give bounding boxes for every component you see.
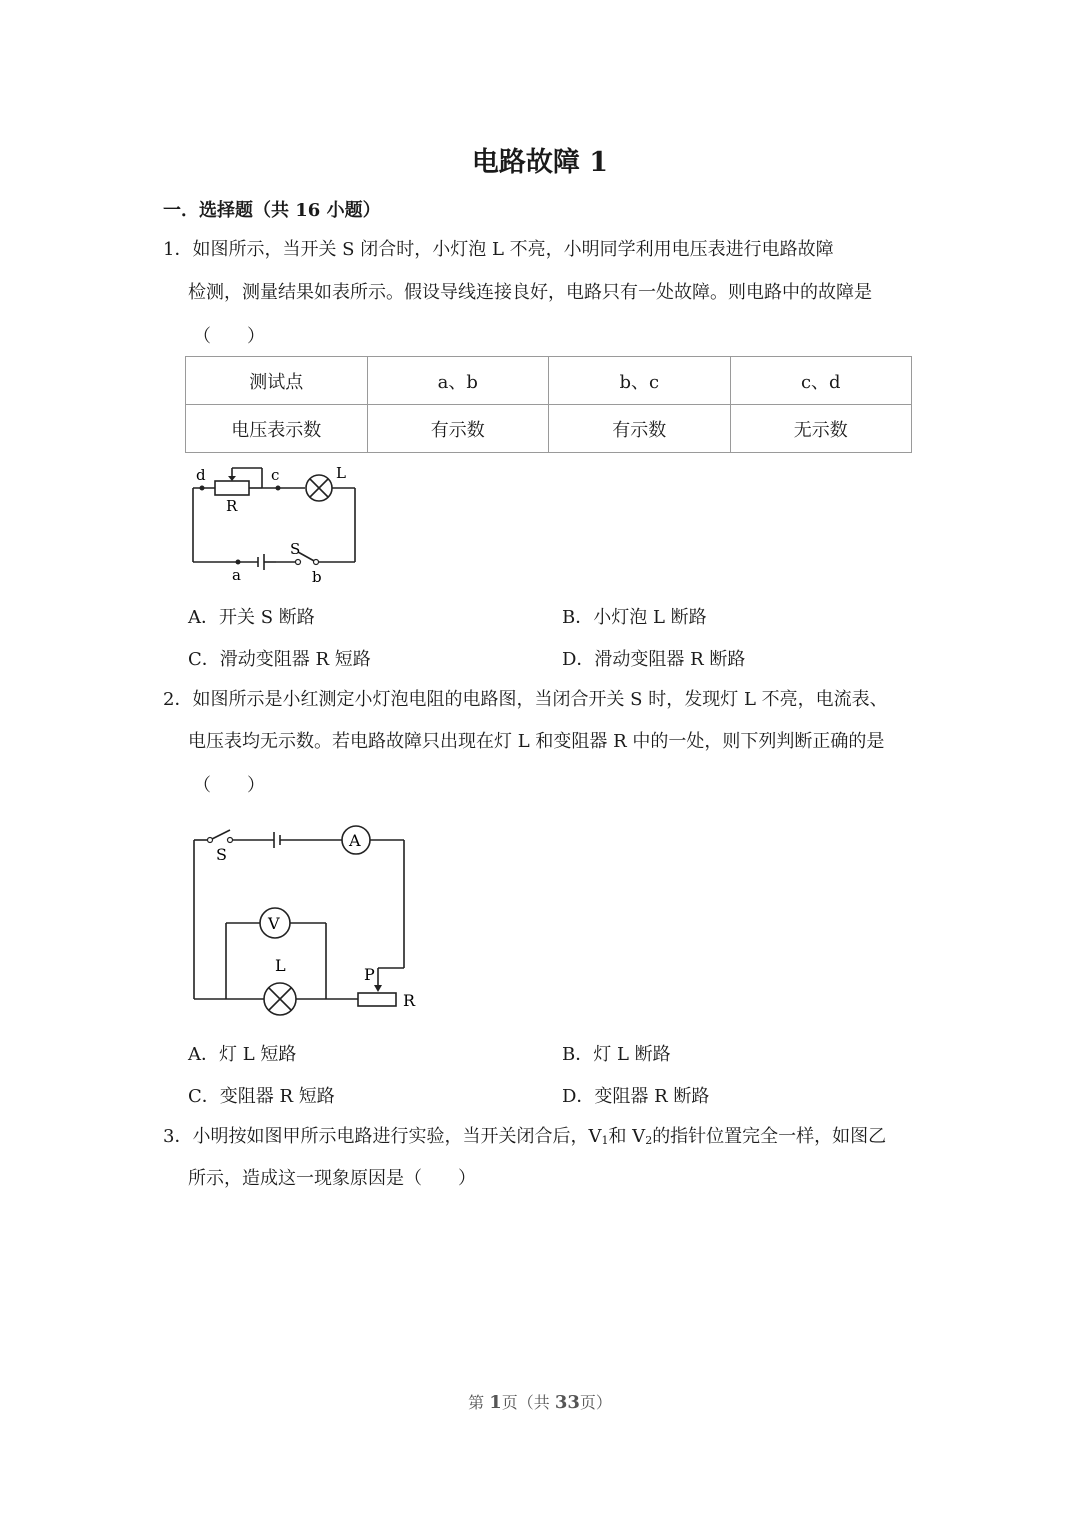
q1-measurement-table [185, 356, 912, 453]
page-title: 电路故障 1 [471, 147, 609, 178]
q2-option-b[interactable]: B．灯 L 断路 [562, 1044, 671, 1065]
footer-suffix: 页） [579, 1393, 612, 1412]
label-c: c [271, 466, 280, 484]
label-P: P [364, 965, 375, 984]
label-S: S [216, 845, 227, 864]
table-cell: 有示数 [549, 405, 731, 453]
q2-stem-line1: 2．如图所示是小红测定小灯泡电阻的电路图，当闭合开关 S 时，发现灯 L 不亮，电流表、 [163, 689, 888, 710]
q2-circuit-diagram [180, 815, 430, 1025]
q1-option-c[interactable]: C．滑动变阻器 R 短路 [188, 649, 371, 670]
footer-middle: 页（共 [501, 1393, 555, 1412]
label-L: L [275, 956, 286, 975]
footer-page-number: 1 [489, 1392, 502, 1413]
table-cell: c、d [730, 357, 912, 405]
q1-answer-blank: （ ） [193, 326, 265, 347]
table-cell: 测试点 [186, 357, 368, 405]
table-cell: 无示数 [730, 405, 912, 453]
ammeter-icon: A [349, 831, 361, 850]
q3-text-part3: 的指针位置完全一样，如图乙 [652, 1126, 887, 1147]
label-d: d [196, 466, 206, 484]
q3-text-part1: 3．小明按如图甲所示电路进行实验，当开关闭合后，V [163, 1126, 602, 1147]
q1-circuit-diagram [180, 460, 380, 590]
table-cell: a、b [367, 357, 549, 405]
table-cell: b、c [549, 357, 731, 405]
q1-stem-line1: 1．如图所示，当开关 S 闭合时，小灯泡 L 不亮，小明同学利用电压表进行电路故障 [163, 239, 834, 260]
label-R: R [403, 991, 416, 1010]
q3-stem-line1 [163, 1125, 886, 1153]
table-cell: 有示数 [367, 405, 549, 453]
label-L: L [336, 464, 346, 482]
q2-option-d[interactable]: D．变阻器 R 断路 [562, 1086, 710, 1107]
q3-subscript-1: 1 [601, 1134, 609, 1147]
q2-stem-line2: 电压表均无示数。若电路故障只出现在灯 L 和变阻器 R 中的一处，则下列判断正确的是 [188, 731, 885, 752]
table-cell: 电压表示数 [186, 405, 368, 453]
page-footer [0, 1390, 1080, 1413]
q2-option-a[interactable]: A．灯 L 短路 [188, 1044, 297, 1065]
q1-stem-line2: 检测，测量结果如表所示。假设导线连接良好，电路只有一处故障。则电路中的故障是 [188, 282, 872, 303]
q1-option-d[interactable]: D．滑动变阻器 R 断路 [562, 649, 746, 670]
label-R: R [226, 497, 238, 515]
table-row [186, 405, 912, 453]
q3-stem-line2: 所示，造成这一现象原因是（ ） [188, 1168, 476, 1189]
q3-subscript-2: 2 [645, 1134, 653, 1147]
voltmeter-icon: V [268, 914, 280, 933]
label-b: b [312, 568, 322, 586]
label-S: S [290, 540, 301, 558]
q1-option-b[interactable]: B．小灯泡 L 断路 [562, 607, 707, 628]
table-row [186, 357, 912, 405]
q2-option-c[interactable]: C．变阻器 R 短路 [188, 1086, 335, 1107]
footer-total-pages: 33 [554, 1392, 580, 1413]
label-a: a [232, 566, 241, 584]
q1-option-a[interactable]: A．开关 S 断路 [188, 607, 315, 628]
footer-prefix: 第 [468, 1393, 490, 1412]
q2-answer-blank: （ ） [193, 775, 265, 796]
section-heading: 一．选择题（共 16 小题） [163, 200, 381, 221]
q3-text-part2: 和 V [608, 1126, 646, 1147]
